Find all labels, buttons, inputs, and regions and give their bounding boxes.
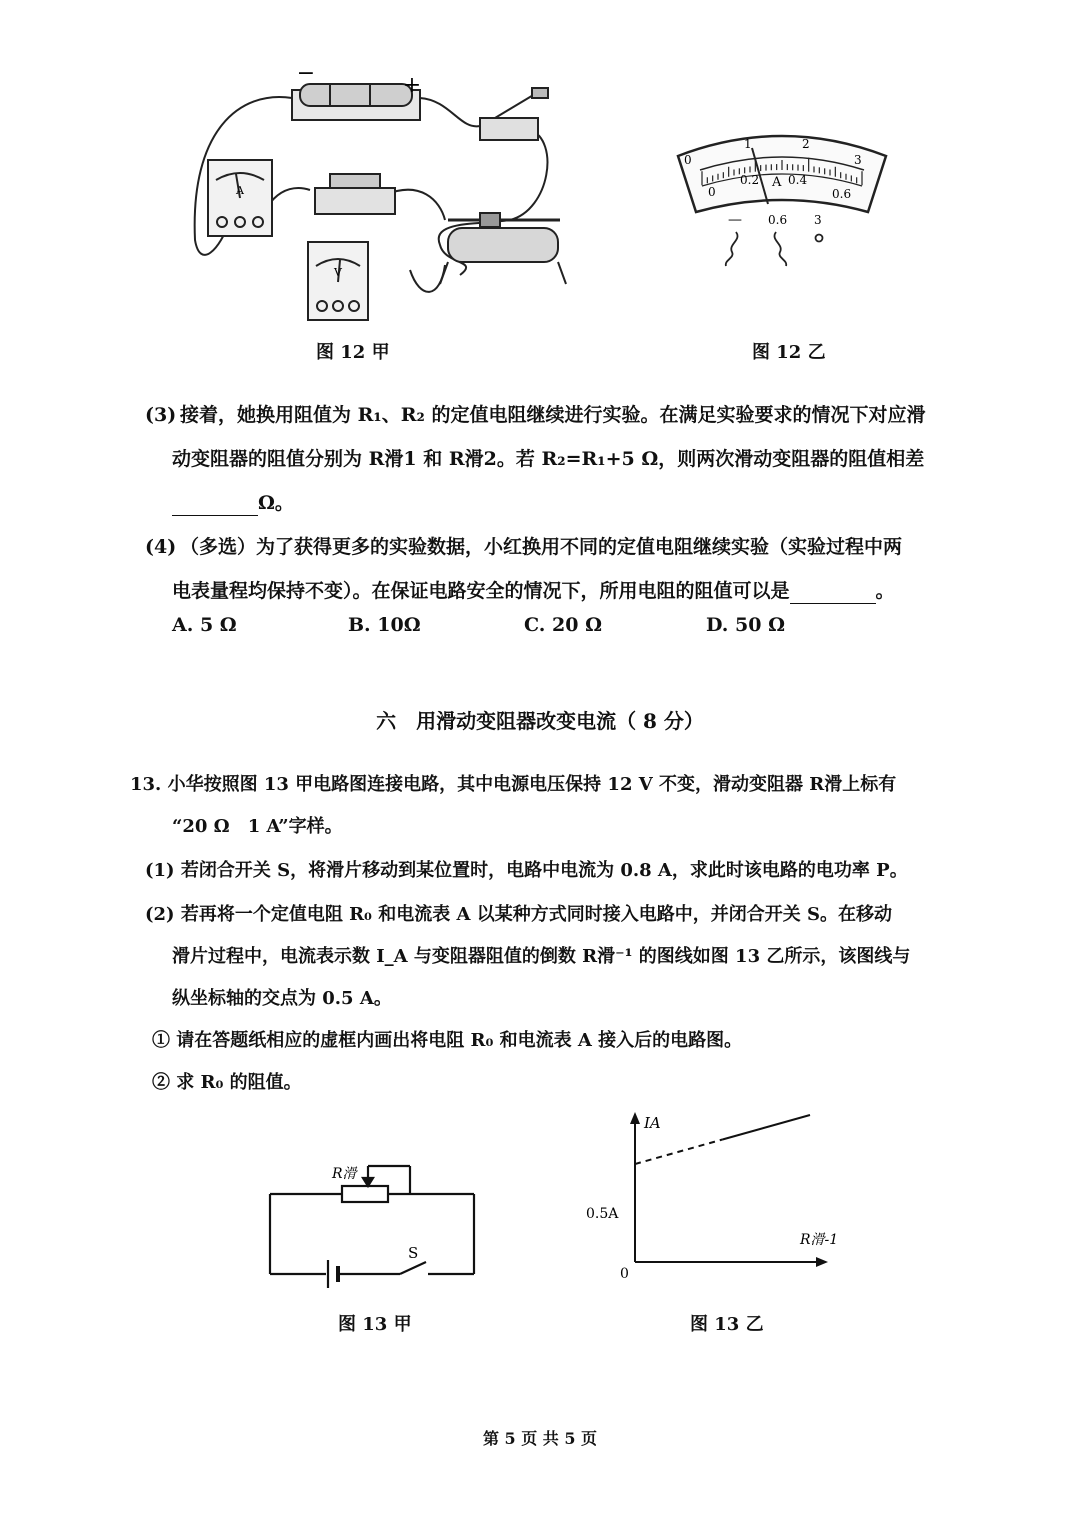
q13-part1: (1) 若闭合开关 S，将滑片移动到某位置时，电路中电流为 0.8 A，求此时该电路的电功率 P。 <box>145 860 908 881</box>
switch-blade <box>400 1262 426 1274</box>
q3-answer-blank[interactable] <box>172 493 258 516</box>
battery-minus-sign: − <box>296 70 316 86</box>
rheostat-body <box>342 1186 388 1202</box>
page-footer: 第 5 页 共 5 页 <box>482 1429 598 1448</box>
q3-unit: Ω。 <box>258 492 294 514</box>
fig12b-dial <box>672 126 892 276</box>
slider-arrow-icon <box>363 1178 373 1186</box>
q4-option-a: A. 5 Ω <box>172 614 237 636</box>
dial-bottom-02: 0.2 <box>740 173 760 187</box>
dial-bottom-0: 0 <box>708 185 716 199</box>
q4-answer-blank[interactable] <box>790 581 876 604</box>
dial-unit-A: A <box>772 175 782 190</box>
graph-line-solid <box>723 1115 811 1140</box>
q3-label: (3) <box>145 404 177 426</box>
terminal-3: 3 <box>814 213 822 227</box>
rheostat-label: R滑 <box>332 1166 357 1182</box>
q4-option-c: C. 20 Ω <box>524 614 602 636</box>
q13-line1: 13. 小华按照图 13 甲电路图连接电路，其中电源电压保持 12 V 不变，滑动变阻器 R滑上标有 <box>130 774 897 795</box>
ammeter-letter: A <box>236 184 244 197</box>
q3-line1: 接着，她换用阻值为 R₁、R₂ 的定值电阻继续进行实验。在满足实验要求的情况下对应滑 <box>180 404 926 426</box>
fig13a-circuit <box>260 1150 490 1290</box>
q4-option-d: D. 50 Ω <box>706 614 785 636</box>
dial-top-2: 2 <box>802 137 810 151</box>
fig13b-graph <box>580 1108 850 1288</box>
dial-bottom-04: 0.4 <box>788 173 808 187</box>
switch-label: S <box>408 1244 419 1262</box>
q4-line2-end: 。 <box>875 580 895 602</box>
graph-line-dashed <box>635 1140 723 1165</box>
dial-top-1: 1 <box>744 137 752 151</box>
dial-top-0: 0 <box>684 153 692 167</box>
q4-line2: 电表量程均保持不变）。在保证电路安全的情况下，所用电阻的阻值可以是 <box>172 580 790 602</box>
q13-line2: “20 Ω 1 A”字样。 <box>172 816 343 837</box>
origin-label: 0 <box>620 1266 629 1282</box>
x-axis-arrow-icon <box>816 1257 828 1267</box>
dial-top-3: 3 <box>854 153 862 167</box>
terminal-06: 0.6 <box>768 213 788 227</box>
section6-title: 六 用滑动变阻器改变电流（ 8 分） <box>376 709 704 733</box>
fig13a-caption: 图 13 甲 <box>338 1314 412 1335</box>
y-axis-arrow-icon <box>630 1112 640 1124</box>
q3-answer-line <box>172 490 294 516</box>
x-axis-label: R滑-1 <box>800 1232 839 1248</box>
fig13b-caption: 图 13 乙 <box>690 1314 764 1335</box>
fig12a-apparatus <box>180 70 580 330</box>
y-axis-label: IA <box>644 1114 661 1132</box>
fig12a-caption: 图 12 甲 <box>316 342 390 363</box>
q13-part2-line2: 滑片过程中，电流表示数 I_A 与变阻器阻值的倒数 R滑⁻¹ 的图线如图 13 乙所示，该图线与 <box>172 946 911 967</box>
voltmeter-letter: V <box>334 266 342 279</box>
intercept-label: 0.5A <box>586 1206 619 1222</box>
dial-bottom-06: 0.6 <box>832 187 852 201</box>
q4-option-b: B. 10Ω <box>348 614 421 636</box>
q4-line2-wrap <box>172 578 895 604</box>
q13-part2-line3: 纵坐标轴的交点为 0.5 A。 <box>172 988 392 1009</box>
q4-label: (4) <box>145 536 177 558</box>
terminal-minus: — <box>728 212 742 228</box>
fig12b-caption: 图 12 乙 <box>752 342 826 363</box>
q4-line1: （多选）为了获得更多的实验数据，小红换用不同的定值电阻继续实验（实验过程中两 <box>180 536 903 558</box>
q13-part2-line1: (2) 若再将一个定值电阻 R₀ 和电流表 A 以某种方式同时接入电路中，并闭合开关 S。在移动 <box>145 904 892 925</box>
q13-sub1: ① 请在答题纸相应的虚框内画出将电阻 R₀ 和电流表 A 接入后的电路图。 <box>152 1030 743 1051</box>
battery-plus-sign: + <box>402 73 422 98</box>
q13-sub2: ② 求 R₀ 的阻值。 <box>152 1072 302 1093</box>
q3-line2: 动变阻器的阻值分别为 R滑1 和 R滑2。若 R₂=R₁+5 Ω，则两次滑动变阻器的阻值相差 <box>172 448 925 470</box>
